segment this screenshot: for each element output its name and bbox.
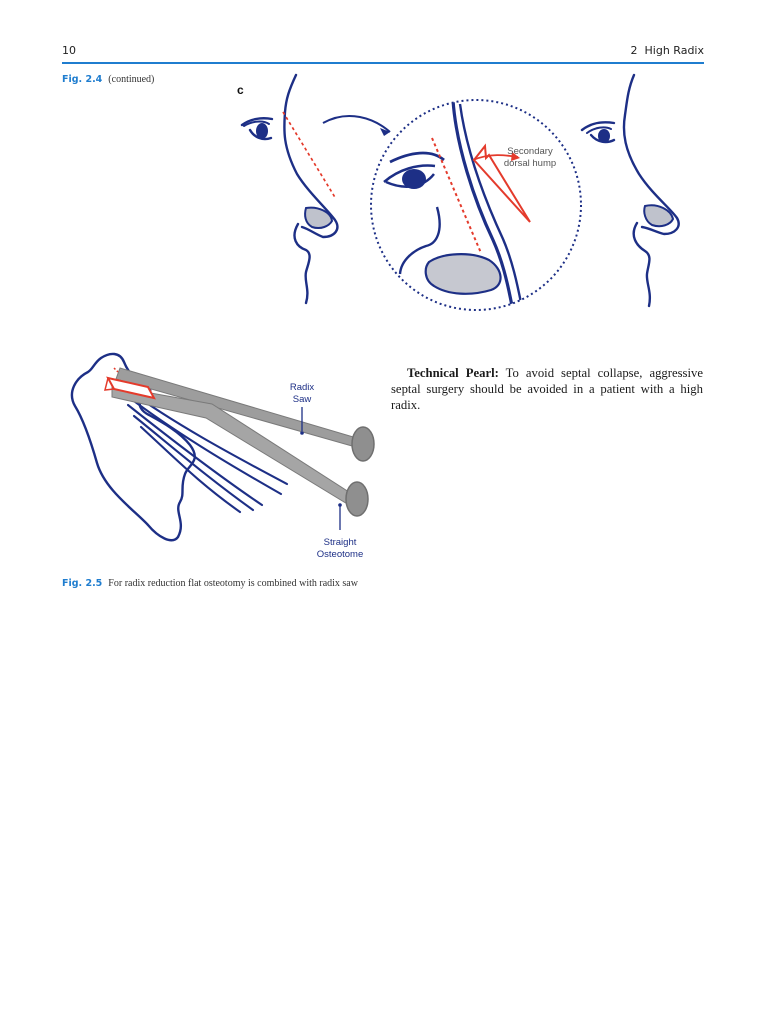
magnify-arrow — [323, 116, 390, 132]
chapter-number: 2 — [630, 44, 638, 57]
figure-label: Fig. 2.5 — [62, 578, 103, 589]
technical-pearl-paragraph — [391, 365, 703, 413]
osteotome-label-1: Straight — [323, 537, 357, 548]
chapter-title: High Radix — [644, 44, 704, 57]
figure-label: Fig. 2.4 — [62, 74, 103, 85]
panel-letter: c — [237, 83, 244, 97]
osteotome-head — [346, 482, 368, 516]
running-title — [631, 44, 704, 57]
continued-note: (continued) — [108, 74, 155, 85]
right-eye — [598, 129, 610, 143]
header-rule — [62, 62, 704, 64]
technical-pearl-label: Technical Pearl: — [407, 366, 499, 380]
annotation-secondary: Secondary — [507, 146, 553, 157]
left-nose-profile — [242, 75, 337, 303]
figure-2-4-illustration — [224, 70, 706, 318]
left-radix-line — [283, 112, 336, 199]
annotation-dorsal-hump: dorsal hump — [503, 158, 557, 169]
radix-saw-leader-dot — [300, 431, 304, 435]
radix-saw-label-1: Radix — [289, 382, 315, 393]
page-number: 10 — [62, 44, 76, 57]
left-eye — [256, 123, 268, 139]
radix-saw-head — [352, 427, 374, 461]
figure-2-4-caption — [62, 74, 154, 85]
running-header — [62, 44, 704, 62]
osteotome-leader-dot — [338, 503, 342, 507]
osteotome-label-2: Osteotome — [316, 549, 364, 560]
right-nose-profile — [582, 75, 679, 306]
figure-2-5-caption — [62, 578, 392, 589]
figure-2-5-illustration — [62, 348, 382, 573]
radix-saw-label-2: Saw — [292, 394, 312, 405]
figure-2-5-caption-text: For radix reduction flat osteotomy is combined with radix saw — [108, 578, 358, 589]
technical-pearl-text: To avoid septal collapse, aggressive septal surgery should be avoided in a patient with a high radix. — [391, 366, 703, 412]
